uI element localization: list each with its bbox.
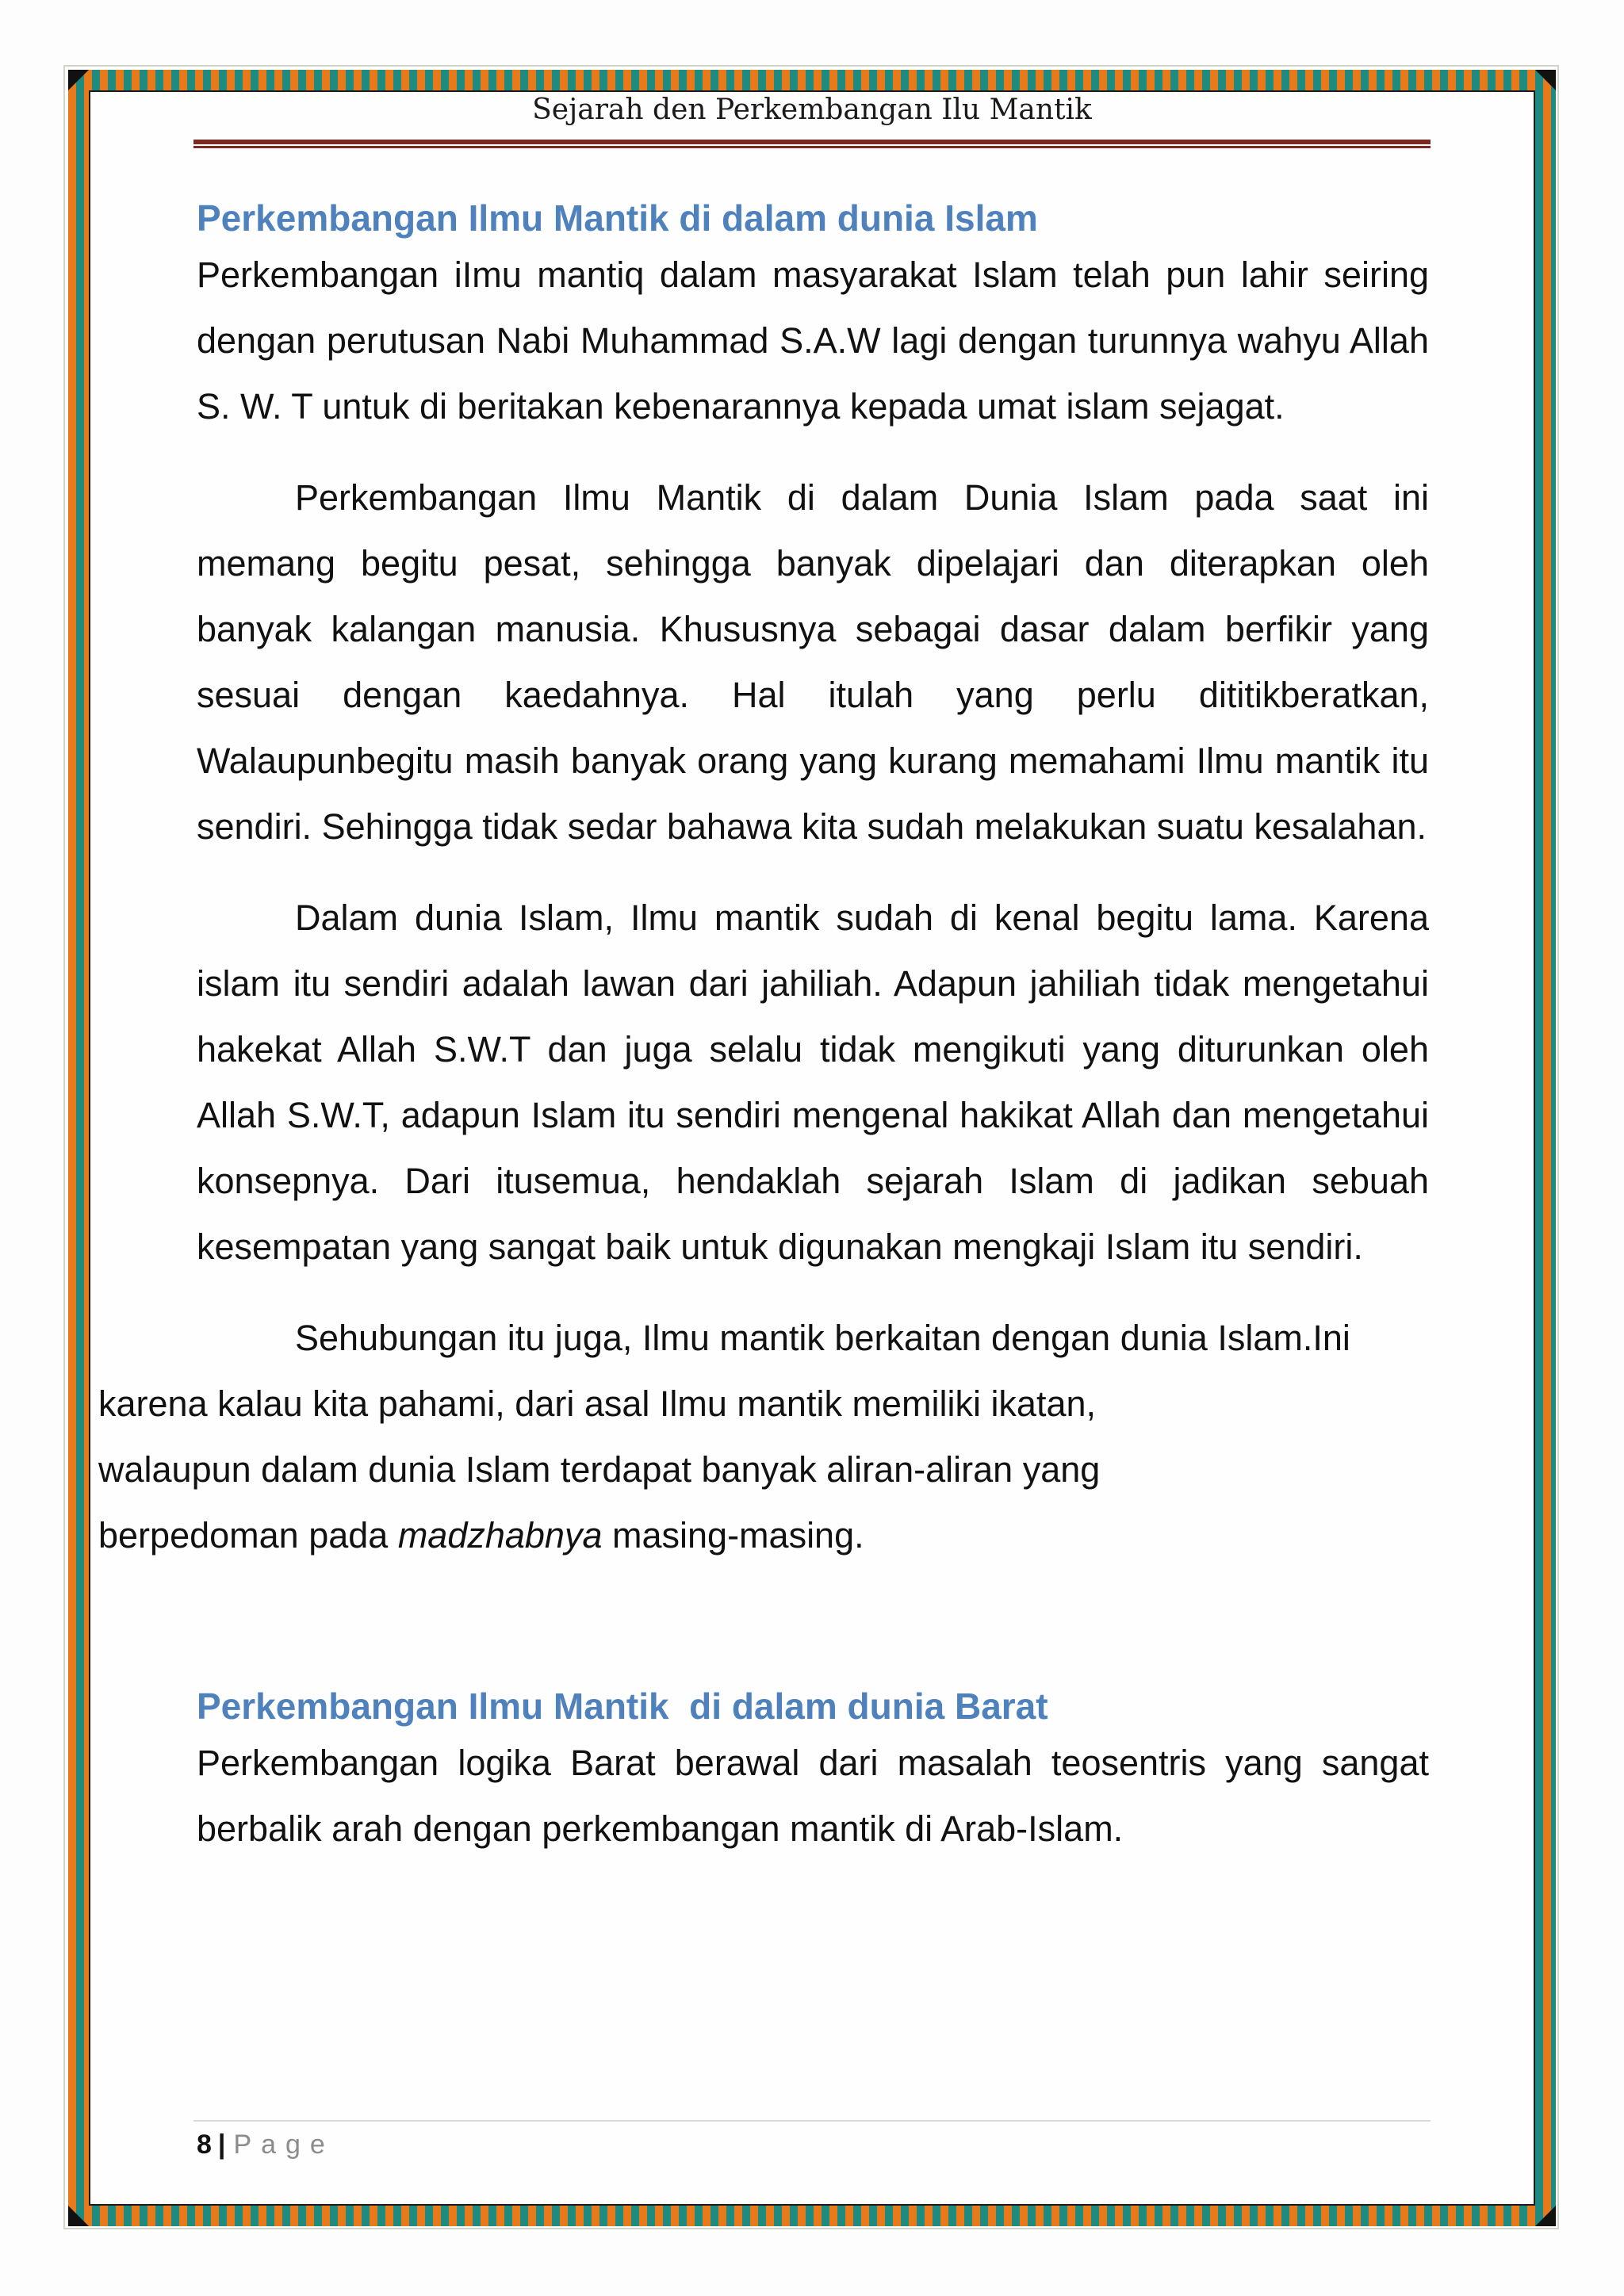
border-corner-top-right: [1535, 70, 1556, 90]
italic-term: madzhabnya: [397, 1515, 603, 1556]
paragraph: Perkembangan Ilmu Mantik di dalam Dunia Islam pada saat ini memang begitu pesat, sehingga banyak dipelajari dan diterapkan oleh banyak kalangan manusia. Khususnya sebagai dasar dalam berfikir yang sesuai dengan kaedahnya. Hal itulah yang perlu dititikberatkan, Walaupunbegitu masih banyak orang yang kurang memahami Ilmu mantik itu sendiri. Sehingga tidak sedar bahawa kita sudah melakukan suatu kesalahan.: [197, 477, 1429, 847]
paragraph: Perkembangan logika Barat berawal dari masalah teosentris yang sangat berbalik arah dengan perkembangan mantik di Arab-Islam.: [197, 1743, 1429, 1849]
paragraph-line: walaupun dalam dunia Islam terdapat banyak aliran-aliran yang: [98, 1449, 1101, 1490]
section-heading-islam: Perkembangan Ilmu Mantik di dalam dunia Islam: [197, 197, 1038, 239]
paragraph-line: Sehubungan itu juga, Ilmu mantik berkaitan dengan dunia Islam.Ini: [295, 1318, 1350, 1358]
border-corner-bottom-right: [1535, 2206, 1556, 2226]
page-header-title: Sejarah den Perkembangan Ilu Mantik: [532, 94, 1092, 126]
page-number: 8: [197, 2130, 212, 2160]
document-body: [98, 194, 1429, 1862]
paragraph-line: [98, 1502, 864, 1568]
footer-separator: |: [217, 2130, 226, 2160]
border-corner-top-left: [68, 70, 89, 90]
text-run: berpedoman pada: [98, 1515, 398, 1556]
page-label: Page: [233, 2130, 335, 2160]
border-corner-bottom-left: [68, 2206, 89, 2226]
paragraph: [98, 1305, 1429, 1568]
paragraph-line: karena kalau kita pahami, dari asal Ilmu mantik memiliki ikatan,: [98, 1383, 1097, 1424]
section-heading-barat: Perkembangan Ilmu Mantik di dalam dunia Barat: [197, 1686, 1048, 1727]
text-run: masing-masing.: [602, 1515, 864, 1556]
page-footer: [197, 2130, 335, 2160]
footer-rule: [193, 2120, 1431, 2122]
header-rule: [193, 140, 1431, 149]
paragraph: Dalam dunia Islam, Ilmu mantik sudah di kenal begitu lama. Karena islam itu sendiri adalah lawan dari jahiliah. Adapun jahiliah tidak mengetahui hakekat Allah S.W.T dan juga selalu tidak mengikuti yang diturunkan oleh Allah S.W.T, adapun Islam itu sendiri mengenal hakikat Allah dan mengetahui konsepnya. Dari itusemua, hendaklah sejarah Islam di jadikan sebuah kesempatan yang sangat baik untuk digunakan mengkaji Islam itu sendiri.: [197, 897, 1429, 1267]
paragraph: Perkembangan iImu mantiq dalam masyarakat Islam telah pun lahir seiring dengan perutusan Nabi Muhammad S.A.W lagi dengan turunnya wahyu Allah S. W. T untuk di beritakan kebenarannya kepada umat islam sejagat.: [197, 254, 1429, 427]
